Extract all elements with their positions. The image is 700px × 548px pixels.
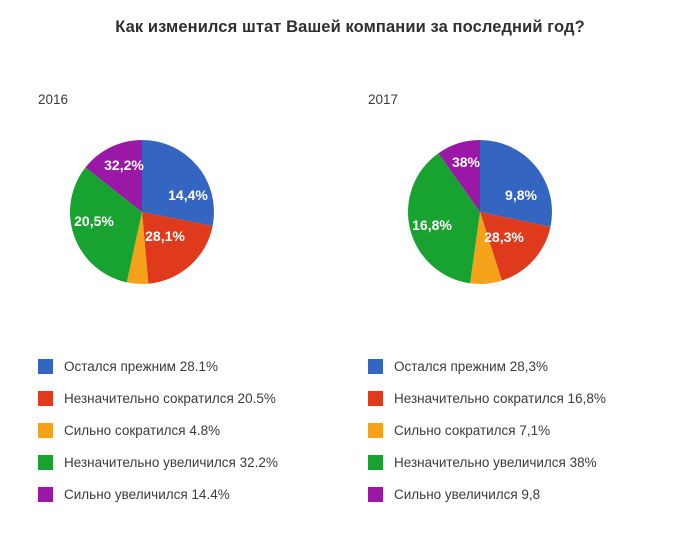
legend-swatch-icon [368, 391, 383, 406]
legend-swatch-icon [368, 455, 383, 470]
pie-slice-label-green-2017: 38% [451, 154, 481, 170]
legend-label: Незначительно сократился 20.5% [64, 390, 276, 406]
legend-label: Остался прежним 28,3% [394, 358, 548, 374]
legend-label: Сильно увеличился 14.4% [64, 486, 230, 502]
legend-item[interactable] [368, 478, 606, 510]
pie-slice-label-blue-2017: 28,3% [484, 229, 524, 245]
page-title: Как изменился штат Вашей компании за последний год? [115, 18, 585, 36]
pie-chart-2016 [52, 122, 232, 302]
legend-2016 [38, 350, 278, 510]
legend-item[interactable] [368, 350, 606, 382]
legend-label: Сильно сократился 4.8% [64, 422, 221, 438]
legend-label: Сильно увеличился 9,8 [394, 486, 541, 502]
legend-swatch-icon [368, 423, 383, 438]
legend-swatch-icon [368, 487, 383, 502]
legend-swatch-icon [38, 423, 53, 438]
legend-label: Незначительно сократился 16,8% [394, 390, 606, 406]
pie-slice-label-red-2017: 16,8% [412, 217, 452, 233]
legend-swatch-icon [38, 487, 53, 502]
legend-swatch-icon [368, 359, 383, 374]
legend-item[interactable] [368, 414, 606, 446]
pie-slice-label-blue-2016: 28,1% [145, 228, 185, 244]
pie-slice-blue-2016 [142, 140, 214, 226]
pie-slice-label-red-2016: 20,5% [74, 213, 114, 229]
pie-slice-blue-2017 [480, 140, 552, 227]
legend-swatch-icon [38, 455, 53, 470]
pie-slice-label-purple-2016: 14,4% [168, 187, 208, 203]
chart-year-label-2016: 2016 [38, 92, 69, 107]
pie-svg-2017 [390, 122, 570, 302]
legend-label: Незначительно увеличился 38% [394, 454, 597, 470]
legend-item[interactable] [38, 478, 278, 510]
pie-slice-label-green-2016: 32,2% [104, 157, 144, 173]
legend-item[interactable] [38, 350, 278, 382]
pie-slice-label-purple-2017: 9,8% [505, 187, 537, 203]
legend-label: Сильно сократился 7,1% [394, 422, 551, 438]
legend-item[interactable] [368, 382, 606, 414]
legend-label: Незначительно увеличился 32.2% [64, 454, 278, 470]
legend-2017 [368, 350, 606, 510]
chart-year-label-2017: 2017 [368, 92, 399, 107]
legend-item[interactable] [38, 446, 278, 478]
pie-svg-2016 [52, 122, 232, 302]
legend-swatch-icon [38, 359, 53, 374]
pie-chart-2017 [390, 122, 570, 302]
legend-item[interactable] [38, 382, 278, 414]
legend-label: Остался прежним 28.1% [64, 358, 218, 374]
legend-item[interactable] [368, 446, 606, 478]
legend-swatch-icon [38, 391, 53, 406]
legend-item[interactable] [38, 414, 278, 446]
